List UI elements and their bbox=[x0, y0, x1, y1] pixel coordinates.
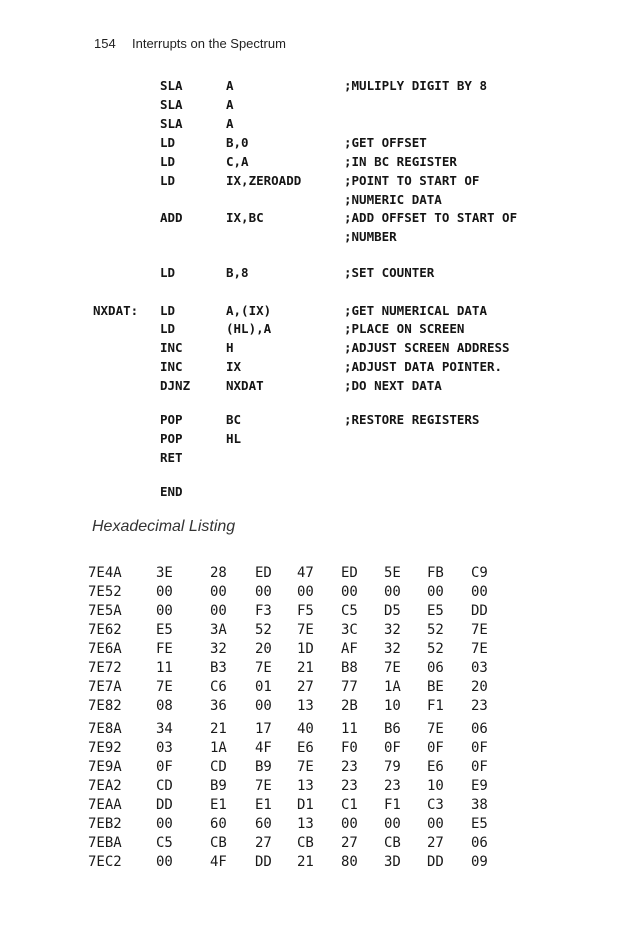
hex-byte: 47 bbox=[297, 565, 314, 581]
asm-op: SLA bbox=[160, 78, 183, 93]
hex-byte: AF bbox=[341, 641, 358, 657]
hex-byte: 06 bbox=[471, 835, 488, 851]
asm-comment: ;DO NEXT DATA bbox=[344, 378, 442, 393]
hex-byte: 27 bbox=[341, 835, 358, 851]
hex-byte: 0F bbox=[471, 740, 488, 756]
asm-op: DJNZ bbox=[160, 378, 191, 393]
hex-byte: 21 bbox=[297, 854, 314, 870]
hex-byte: 23 bbox=[341, 778, 358, 794]
hex-byte: 17 bbox=[255, 721, 272, 737]
hex-byte: 00 bbox=[297, 584, 314, 600]
asm-op: INC bbox=[160, 340, 183, 355]
hex-address: 7EA2 bbox=[88, 778, 122, 794]
hex-byte: ED bbox=[255, 565, 272, 581]
asm-arg: B,0 bbox=[226, 135, 249, 150]
hex-byte: 00 bbox=[255, 698, 272, 714]
hex-byte: 0F bbox=[471, 759, 488, 775]
hex-byte: FB bbox=[427, 565, 444, 581]
hex-byte: 1D bbox=[297, 641, 314, 657]
hex-byte: CB bbox=[297, 835, 314, 851]
asm-arg: C,A bbox=[226, 154, 249, 169]
running-title: Interrupts on the Spectrum bbox=[132, 36, 286, 51]
hex-byte: 00 bbox=[341, 584, 358, 600]
hex-byte: 52 bbox=[427, 641, 444, 657]
hex-byte: 27 bbox=[427, 835, 444, 851]
hex-byte: B8 bbox=[341, 660, 358, 676]
page-header bbox=[94, 36, 286, 51]
hex-address: 7E9A bbox=[88, 759, 122, 775]
hex-byte: 06 bbox=[427, 660, 444, 676]
hex-byte: C5 bbox=[156, 835, 173, 851]
hex-byte: 00 bbox=[384, 816, 401, 832]
hex-byte: 38 bbox=[471, 797, 488, 813]
hex-byte: E5 bbox=[427, 603, 444, 619]
page-number: 154 bbox=[94, 36, 116, 51]
asm-comment: ;NUMERIC DATA bbox=[344, 192, 442, 207]
hex-byte: E9 bbox=[471, 778, 488, 794]
hex-byte: 20 bbox=[255, 641, 272, 657]
hex-byte: 40 bbox=[297, 721, 314, 737]
asm-op: LD bbox=[160, 303, 176, 318]
asm-op: INC bbox=[160, 359, 183, 374]
asm-arg: IX,BC bbox=[226, 210, 264, 225]
asm-arg: IX,ZEROADD bbox=[226, 173, 302, 188]
asm-label: NXDAT: bbox=[93, 303, 139, 318]
asm-op: LD bbox=[160, 135, 176, 150]
asm-comment: ;IN BC REGISTER bbox=[344, 154, 457, 169]
asm-arg: HL bbox=[226, 431, 242, 446]
hex-byte: 4F bbox=[210, 854, 227, 870]
asm-op: POP bbox=[160, 412, 183, 427]
asm-op: SLA bbox=[160, 116, 183, 131]
hex-byte: 52 bbox=[427, 622, 444, 638]
hex-byte: 23 bbox=[384, 778, 401, 794]
asm-arg: BC bbox=[226, 412, 242, 427]
hex-byte: 00 bbox=[427, 816, 444, 832]
hex-byte: 7E bbox=[427, 721, 444, 737]
hex-byte: 7E bbox=[297, 622, 314, 638]
hex-byte: 1A bbox=[384, 679, 401, 695]
hex-address: 7E92 bbox=[88, 740, 122, 756]
asm-comment: ;ADJUST DATA POINTER. bbox=[344, 359, 503, 374]
hex-byte: 00 bbox=[210, 603, 227, 619]
hex-byte: 00 bbox=[255, 584, 272, 600]
asm-comment: ;SET COUNTER bbox=[344, 265, 435, 280]
hex-byte: 7E bbox=[471, 641, 488, 657]
asm-comment: ;ADJUST SCREEN ADDRESS bbox=[344, 340, 510, 355]
hex-byte: 00 bbox=[384, 584, 401, 600]
asm-arg: B,8 bbox=[226, 265, 249, 280]
hex-byte: DD bbox=[255, 854, 272, 870]
asm-arg: H bbox=[226, 340, 234, 355]
hex-byte: F1 bbox=[384, 797, 401, 813]
hex-byte: 10 bbox=[427, 778, 444, 794]
hex-byte: 2B bbox=[341, 698, 358, 714]
hex-address: 7E72 bbox=[88, 660, 122, 676]
hex-byte: 7E bbox=[255, 660, 272, 676]
hex-byte: 13 bbox=[297, 698, 314, 714]
hex-byte: CB bbox=[384, 835, 401, 851]
hex-address: 7E82 bbox=[88, 698, 122, 714]
hex-address: 7EC2 bbox=[88, 854, 122, 870]
hex-byte: CB bbox=[210, 835, 227, 851]
hex-byte: 3A bbox=[210, 622, 227, 638]
hex-byte: F0 bbox=[341, 740, 358, 756]
hex-byte: 5E bbox=[384, 565, 401, 581]
hex-byte: 3D bbox=[384, 854, 401, 870]
hex-byte: 03 bbox=[156, 740, 173, 756]
hex-byte: D5 bbox=[384, 603, 401, 619]
asm-comment: ;NUMBER bbox=[344, 229, 397, 244]
hex-byte: 00 bbox=[156, 584, 173, 600]
hex-byte: 00 bbox=[156, 854, 173, 870]
hex-address: 7EAA bbox=[88, 797, 122, 813]
hex-byte: 7E bbox=[297, 759, 314, 775]
asm-arg: NXDAT bbox=[226, 378, 264, 393]
hex-address: 7EBA bbox=[88, 835, 122, 851]
hex-byte: C6 bbox=[210, 679, 227, 695]
hex-byte: 32 bbox=[210, 641, 227, 657]
hex-byte: CD bbox=[156, 778, 173, 794]
hex-byte: 00 bbox=[427, 584, 444, 600]
asm-comment: ;PLACE ON SCREEN bbox=[344, 321, 465, 336]
asm-comment: ;MULIPLY DIGIT BY 8 bbox=[344, 78, 487, 93]
hex-byte: 23 bbox=[341, 759, 358, 775]
hex-byte: 34 bbox=[156, 721, 173, 737]
hex-byte: 0F bbox=[156, 759, 173, 775]
hex-address: 7E6A bbox=[88, 641, 122, 657]
asm-arg: A bbox=[226, 78, 234, 93]
hex-byte: 28 bbox=[210, 565, 227, 581]
hex-byte: 60 bbox=[210, 816, 227, 832]
hex-byte: DD bbox=[156, 797, 173, 813]
hex-byte: 13 bbox=[297, 778, 314, 794]
asm-comment: ;GET OFFSET bbox=[344, 135, 427, 150]
hex-byte: 21 bbox=[210, 721, 227, 737]
hex-address: 7E7A bbox=[88, 679, 122, 695]
hex-byte: E1 bbox=[210, 797, 227, 813]
asm-arg: A bbox=[226, 97, 234, 112]
hex-byte: 7E bbox=[471, 622, 488, 638]
asm-op: LD bbox=[160, 173, 176, 188]
asm-arg: A bbox=[226, 116, 234, 131]
hex-byte: 20 bbox=[471, 679, 488, 695]
hex-byte: F3 bbox=[255, 603, 272, 619]
asm-op: RET bbox=[160, 450, 183, 465]
asm-comment: ;GET NUMERICAL DATA bbox=[344, 303, 487, 318]
hex-byte: FE bbox=[156, 641, 173, 657]
asm-op: END bbox=[160, 484, 183, 499]
hex-byte: 3C bbox=[341, 622, 358, 638]
hex-byte: C1 bbox=[341, 797, 358, 813]
hex-byte: 27 bbox=[297, 679, 314, 695]
asm-comment: ;POINT TO START OF bbox=[344, 173, 480, 188]
hex-byte: F1 bbox=[427, 698, 444, 714]
hex-byte: 4F bbox=[255, 740, 272, 756]
hex-byte: C9 bbox=[471, 565, 488, 581]
asm-op: SLA bbox=[160, 97, 183, 112]
hex-byte: 60 bbox=[255, 816, 272, 832]
asm-op: POP bbox=[160, 431, 183, 446]
hex-byte: E5 bbox=[471, 816, 488, 832]
hex-byte: 11 bbox=[341, 721, 358, 737]
hex-byte: DD bbox=[471, 603, 488, 619]
asm-arg: IX bbox=[226, 359, 242, 374]
hex-byte: 77 bbox=[341, 679, 358, 695]
hex-byte: 36 bbox=[210, 698, 227, 714]
hex-byte: 27 bbox=[255, 835, 272, 851]
hex-byte: 13 bbox=[297, 816, 314, 832]
hex-byte: 0F bbox=[427, 740, 444, 756]
hex-byte: 08 bbox=[156, 698, 173, 714]
hex-address: 7E4A bbox=[88, 565, 122, 581]
hex-byte: 11 bbox=[156, 660, 173, 676]
hex-byte: B9 bbox=[210, 778, 227, 794]
hex-byte: 32 bbox=[384, 622, 401, 638]
asm-op: LD bbox=[160, 265, 176, 280]
hex-byte: 21 bbox=[297, 660, 314, 676]
hex-byte: 00 bbox=[210, 584, 227, 600]
hex-byte: 32 bbox=[384, 641, 401, 657]
hex-byte: 79 bbox=[384, 759, 401, 775]
hex-byte: 10 bbox=[384, 698, 401, 714]
hex-address: 7E62 bbox=[88, 622, 122, 638]
hex-byte: 09 bbox=[471, 854, 488, 870]
hex-byte: CD bbox=[210, 759, 227, 775]
hex-byte: 7E bbox=[255, 778, 272, 794]
asm-arg: (HL),A bbox=[226, 321, 272, 336]
hex-byte: 1A bbox=[210, 740, 227, 756]
hex-byte: C3 bbox=[427, 797, 444, 813]
hex-byte: F5 bbox=[297, 603, 314, 619]
asm-comment: ;RESTORE REGISTERS bbox=[344, 412, 480, 427]
hex-byte: ED bbox=[341, 565, 358, 581]
hex-byte: B9 bbox=[255, 759, 272, 775]
asm-op: LD bbox=[160, 154, 176, 169]
hex-byte: 01 bbox=[255, 679, 272, 695]
asm-op: LD bbox=[160, 321, 176, 336]
hex-byte: DD bbox=[427, 854, 444, 870]
hex-address: 7E52 bbox=[88, 584, 122, 600]
hex-byte: 80 bbox=[341, 854, 358, 870]
hex-byte: E5 bbox=[156, 622, 173, 638]
hex-address: 7E8A bbox=[88, 721, 122, 737]
asm-arg: A,(IX) bbox=[226, 303, 272, 318]
hex-byte: C5 bbox=[341, 603, 358, 619]
hex-byte: E6 bbox=[297, 740, 314, 756]
hex-byte: D1 bbox=[297, 797, 314, 813]
hex-byte: 23 bbox=[471, 698, 488, 714]
hex-listing-title: Hexadecimal Listing bbox=[92, 518, 236, 535]
hex-byte: E6 bbox=[427, 759, 444, 775]
hex-byte: 00 bbox=[156, 603, 173, 619]
hex-address: 7E5A bbox=[88, 603, 122, 619]
asm-comment: ;ADD OFFSET TO START OF bbox=[344, 210, 518, 225]
hex-byte: 00 bbox=[341, 816, 358, 832]
hex-address: 7EB2 bbox=[88, 816, 122, 832]
hex-byte: 7E bbox=[156, 679, 173, 695]
hex-byte: BE bbox=[427, 679, 444, 695]
hex-byte: 00 bbox=[471, 584, 488, 600]
hex-byte: B6 bbox=[384, 721, 401, 737]
hex-byte: E1 bbox=[255, 797, 272, 813]
hex-byte: 06 bbox=[471, 721, 488, 737]
hex-byte: B3 bbox=[210, 660, 227, 676]
hex-byte: 52 bbox=[255, 622, 272, 638]
hex-byte: 00 bbox=[156, 816, 173, 832]
hex-byte: 7E bbox=[384, 660, 401, 676]
hex-byte: 03 bbox=[471, 660, 488, 676]
asm-op: ADD bbox=[160, 210, 183, 225]
hex-byte: 0F bbox=[384, 740, 401, 756]
hex-byte: 3E bbox=[156, 565, 173, 581]
